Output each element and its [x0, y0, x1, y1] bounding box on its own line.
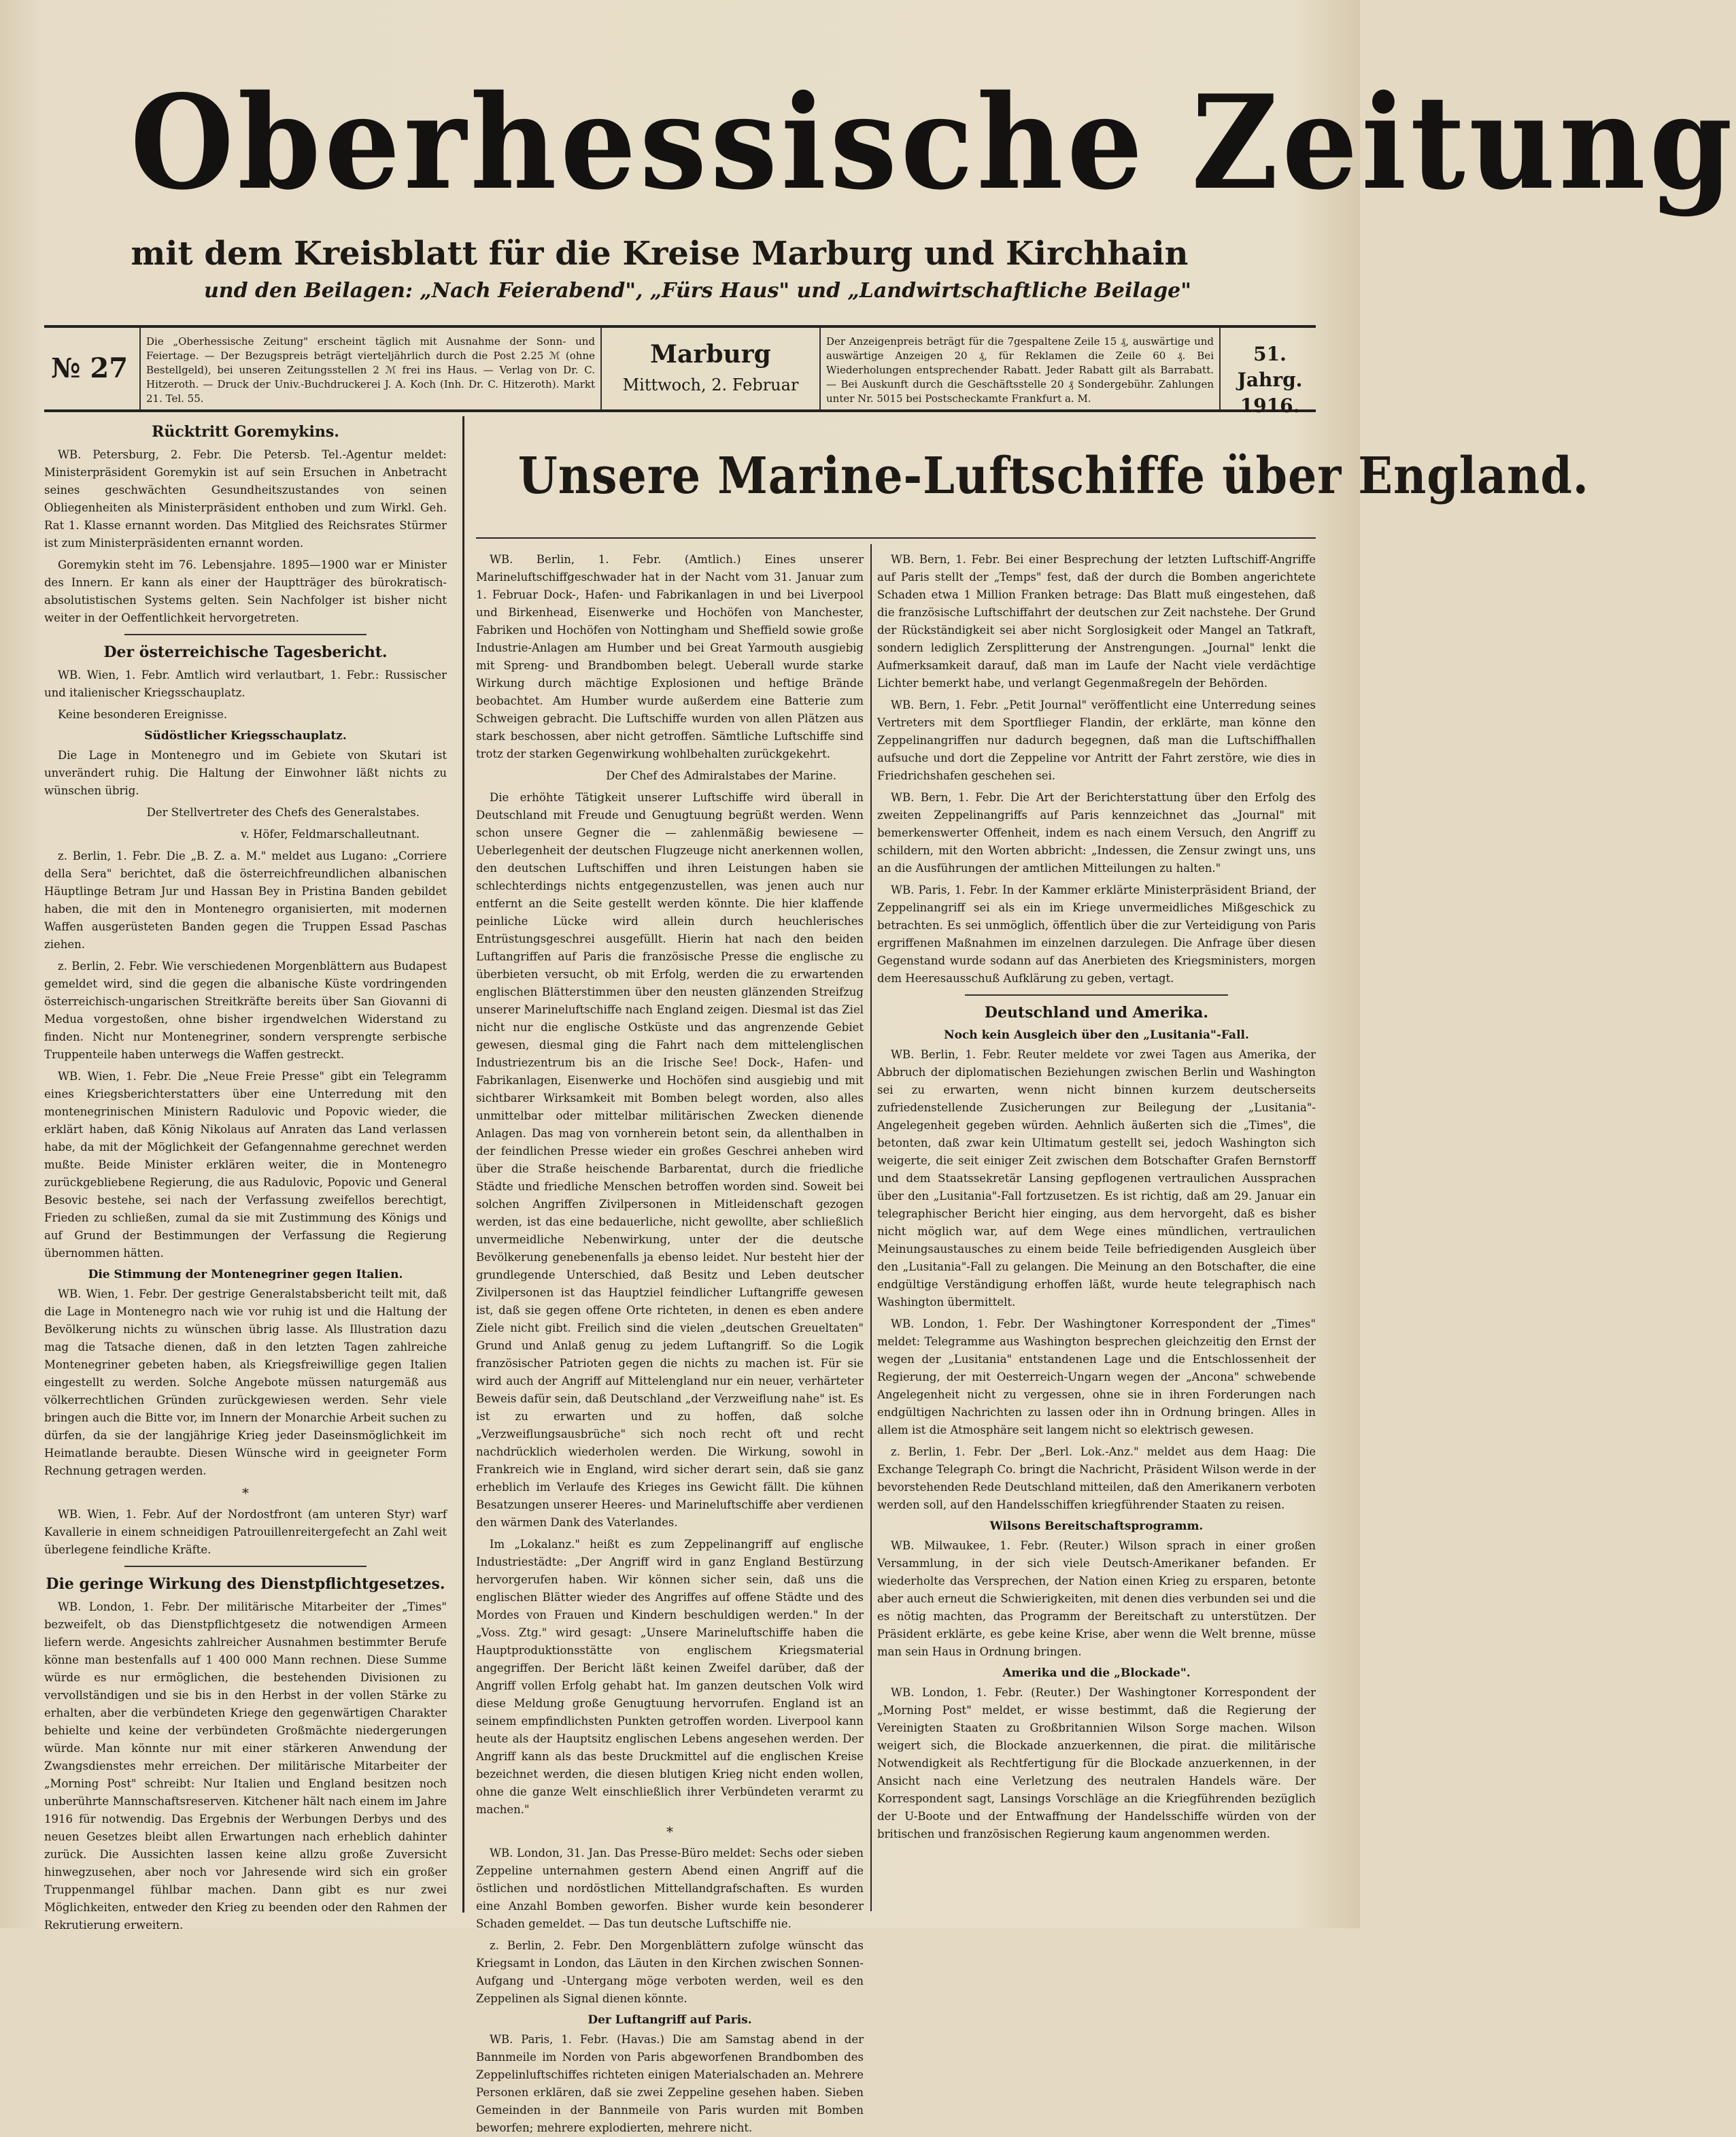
star-divider: *: [242, 1485, 249, 1501]
article-paragraph: WB. Bern, 1. Febr. Bei einer Besprechung der letzten Luftschiff-Angriffe auf Paris stellt der „Temps" fest, daß der durch die Bomben angerichtete Schaden etwa 1 Million Franken betrage: Das Blatt muß eingestehen, daß die französische Luftschiffahrt der deutschen zur Zeit nachstehe. Der Grund der Rückständigkeit sei aber nicht Sorglosigkeit oder Mangel an Tatkraft, sondern lediglich Zersplitterung der Anstrengungen. „Journal" lenkt die Aufmerksamkeit darauf, daß man im Laufe der Nacht viele verdächtige Lichter bemerkt habe, und verlangt Gegenmaßregeln der Behörden.: [877, 553, 1316, 690]
article-paragraph: WB. Wien, 1. Febr. Amtlich wird verlautbart, 1. Febr.: Russischer und italienischer Kriegsschauplatz.: [44, 669, 447, 699]
article-paragraph: WB. London, 1. Febr. Der Washingtoner Korrespondent der „Times" meldet: Telegramme aus Washington besprechen gleichzeitig den Ernst der wegen der „Lusitania" entstandenen Lage und die Entschlossenheit der Regierung, der mit Oesterreich-Ungarn wegen der „Ancona" schwebende Angelegenheit nicht zu vergessen, ohne sie in ihren Forderungen nach endgültigen Nachrichten zu lassen oder ihn in Ordnung bringen. Alles in allem ist die Atmosphäre seit langem nicht so elektrisch gewesen.: [877, 1317, 1316, 1436]
article-paragraph: Die Lage in Montenegro und im Gebiete von Skutari ist unverändert ruhig. Die Haltung der Einwohner läßt nichts zu wünschen übrig.: [44, 749, 447, 797]
column-1: [44, 416, 452, 1932]
article-heading: Deutschland und Amerika.: [984, 1004, 1209, 1022]
column-2: [476, 551, 864, 2134]
article-paragraph: WB. Wien, 1. Febr. Auf der Nordostfront (am unteren Styr) warf Kavallerie in einem schneidigen Patrouillenreitergefecht an Zahl weit überlegene feindliche Kräfte.: [44, 1508, 447, 1556]
info-bar: [44, 325, 1316, 417]
newspaper-supplements: und den Beilagen: „Nach Feierabend", „Fürs Haus" und „Landwirtschaftliche Beilage": [204, 279, 1191, 303]
masthead: [82, 41, 1736, 245]
year: 1916.: [1240, 394, 1300, 417]
dateline-city: Marburg: [650, 340, 771, 369]
article-paragraph: WB. Bern, 1. Febr. Die Art der Berichterstattung über den Erfolg des zweiten Zeppelinangriffs auf Paris kennzeichnet das „Journal" mit bemerkenswerter Offenheit, indem es nach einem Versuch, den Angriff zu schildern, mit den Worten abbricht: „Indessen, die Zensur zwingt uns, uns an die Ausführungen der amtlichen Mitteilungen zu halten.": [877, 791, 1316, 875]
article-paragraph: Goremykin steht im 76. Lebensjahre. 1895—1900 war er Minister des Innern. Er kann als einer der Hauptträger des bürokratisch-absolutistischen Systems gelten. Sein Nachfolger ist bisher nicht weiter in der Oeffentlichkeit hervorgetreten.: [44, 558, 447, 624]
publisher-note: Die „Oberhessische Zeitung" erscheint täglich mit Ausnahme der Sonn- und Feiertage. — Der Bezugspreis beträgt vierteljährlich durch die Post 2.25 ℳ (ohne Bestellgeld), bei unseren Zeitungsstellen 2 ℳ frei ins Haus. — Verlag von Dr. C. Hitzeroth. — Druck der Univ.-Buchdruckerei J. A. Koch (Inh. Dr. C. Hitzeroth). Markt 21. Tel. 55.: [139, 328, 602, 409]
article-paragraph: WB. Berlin, 1. Febr. (Amtlich.) Eines unserer Marineluftschiffgeschwader hat in der Nacht vom 31. Januar zum 1. Februar Dock-, Hafen- und Fabrikanlagen in und bei Liverpool und Birkenhead, Eisenwerke und Hochöfen von Manchester, Fabriken und Hochöfen von Nottingham und Sheffield sowie große Industrie-Anlagen am Humber und bei Great Yarmouth ausgiebig mit Spreng- und Brandbomben belegt. Ueberall wurde starke Wirkung durch mächtige Explosionen und heftige Brände beobachtet. Am Humber wurde außerdem eine Batterie zum Schweigen gebracht. Die Luftschiffe wurden von allen Plätzen aus stark beschossen, aber nicht getroffen. Sämtliche Luftschiffe sind trotz der starken Gegenwirkung wohlbehalten zurückgekehrt.: [476, 553, 864, 760]
article-paragraph: z. Berlin, 2. Febr. Den Morgenblättern zufolge wünscht das Kriegsamt in London, das Läuten in den Kirchen zwischen Sonnen-Aufgang und -Untergang möge verboten werden, weil es den Zeppelinen als Signal dienen könnte.: [476, 1939, 864, 2005]
article-paragraph: Die erhöhte Tätigkeit unserer Luftschiffe wird überall in Deutschland mit Freude und Genugtuung begrüßt werden. Wenn schon unsere Gegner die — zahlenmäßig bewiesene — Ueberlegenheit der deutschen Flugzeuge nicht anerkennen wollen, den deutschen Luftschiffen und ihren Leistungen haben sie schlechterdings nichts entgegenzustellen, was jenen auch nur entfernt an die Seite gestellt werden könnte. Die hier klaffende peinliche Lücke wird allein durch heuchlerisches Entrüstungsgeschrei ausgefüllt. Hierin hat nach den beiden Luftangriffen auf Paris die französische Presse die englische zu überbieten versucht, ob mit Erfolg, werden die zu erwartenden englischen Blätterstimmen über den neusten glänzenden Streifzug unserer Marineluftschiffe nach England zeigen. Diesmal ist das Ziel nicht nur die englische Ostküste und das angrenzende Gebiet gewesen, diesmal ging die Fahrt nach dem mittelenglischen Industriezentrum bis an die Irische See! Dock-, Hafen- und Fabrikanlagen, Eisenwerke und Hochöfen sind ausgiebig und mit sichtbarer Wirksamkeit mit Bomben belegt worden, also alles unmittelbar oder mittelbar militärischen Zwecken dienende Anlagen. Das mag von vornherein betont sein, da allenthalben in der feindlichen Presse wieder ein großes Geschrei anheben wird über die Straße heischende Barbarentat, durch die friedliche Städte und friedliche Menschen betroffen worden sind. Soweit bei solchen Angriffen Zivilpersonen in Mitleidenschaft gezogen werden, ist das eine bedauerliche, nicht gewollte, aber schließlich unvermeidliche Nebenwirkung, unter der die deutsche Bevölkerung genebenenfalls ja ebenso leidet. Nur besteht hier der grundlegende Unterschied, daß Besitz und Leben deutscher Zivilpersonen ist das Hauptziel feindlicher Luftangriffe gewesen ist, daß sie gegen offene Orte richteten, in denen es eben andere Ziele nicht gibt. Freilich sind die vielen „deutschen Greueltaten" Grund und Anlaß genug zu jedem Luftangriff. So die Logik französischer Patrioten gegen die nichts zu machen ist. Für sie wird auch der Angriff auf Mittelengland nur ein neuer, verhärteter Beweis dafür sein, daß Deutschland „der Verzweiflung nahe" ist. Es ist zu erwarten und zu hoffen, daß solche „Verzweiflungsausbrüche" sich noch recht oft und recht nachdrücklich wiederholen werden. Die Wirkung, sowohl in Frankreich wie in England, wird sicher derart sein, daß sie ganz erheblich im Verlaufe des Krieges ins Gewicht fällt. Die kühnen Besatzungen unserer Heeres- und Marineluftschiffe aber verdienen den wärmen Dank des Vaterlandes.: [476, 791, 864, 1529]
article-paragraph: z. Berlin, 1. Febr. Die „B. Z. a. M." meldet aus Lugano: „Corriere della Sera" berichtet, daß die österreichfreundlichen albanischen Häuptlinge Betram Jur und Hassan Bey in Pristina Banden gebildet haben, die mit den in Montenegro organisierten, mit modernen Waffen ausgerüsteten Banden gegen die Truppen Essad Paschas ziehen.: [44, 849, 447, 951]
article-subheading: Amerika und die „Blockade".: [1002, 1666, 1191, 1680]
newspaper-title: Oberhessische Zeitung: [130, 67, 1736, 218]
newspaper-subtitle: mit dem Kreisblatt für die Kreise Marburg und Kirchhain: [131, 235, 1189, 273]
signature: Der Chef des Admiralstabes der Marine.: [606, 769, 836, 782]
article-paragraph: WB. Paris, 1. Febr. In der Kammer erklärte Ministerpräsident Briand, der Zeppelinangriff sei als ein im Kriege unvermeidliches Mißgeschick zu betrachten. Es sei unmöglich, öffentlich über die zur Verteidigung von Paris ergriffenen Maßnahmen im einzelnen darzulegen. Die Anfrage über diesen Gegenstand wurde sodann auf das Anerbieten des Kriegsministers, morgen dem Heeresausschuß Aufklärung zu geben, vertagt.: [877, 884, 1316, 985]
article-paragraph: Im „Lokalanz." heißt es zum Zeppelinangriff auf englische Industriestädte: „Der Angriff wird in ganz England Bestürzung hervorgerufen haben. Wir können sicher sein, daß uns die englischen Blätter wieder des Angriffes auf offene Städte und des Mordes von Frauen und Kindern beschuldigen werden." In der „Voss. Ztg." wird gesagt: „Unsere Marineluftschiffe haben die Hauptproduktionsstätte von englischem Kriegsmaterial angegriffen. Der Bericht läßt keinen Zweifel darüber, daß der Angriff vollen Erfolg gehabt hat. Im ganzen deutschen Volk wird diese Meldung große Genugtuung hervorrufen. England ist an seinem empfindlichsten Punkten getroffen worden. Liverpool kann heute als der Hauptsitz englischen Lebens angesehen werden. Der Angriff kann als das beste Druckmittel auf die englischen Kreise bezeichnet werden, die diesen blutigen Krieg nicht enden wollen, ohne die ganze Welt einschließlich ihrer Verbündeten verarmt zu machen.": [476, 1538, 864, 1816]
article-subheading: Noch kein Ausgleich über den „Lusitania"-Fall.: [944, 1028, 1249, 1042]
article-paragraph: z. Berlin, 1. Febr. Der „Berl. Lok.-Anz." meldet aus dem Haag: Die Exchange Telegraph Co. bringt die Nachricht, Präsident Wilson werde in der bevorstehenden Rede Deutschland mitteilen, daß den Amerikanern verboten werden soll, auf den Handelsschiffen kriegführender Staaten zu reisen.: [877, 1445, 1316, 1511]
column-rule: [870, 544, 872, 1911]
article-paragraph: WB. Milwaukee, 1. Febr. (Reuter.) Wilson sprach in einer großen Versammlung, in der sich viele Deutsch-Amerikaner befanden. Er wiederholte das Versprechen, der Nation einen Krieg zu ersparen, betonte aber auch erneut die Schwierigkeiten, mit denen dies verbunden sei und die es nötig machten, das Programm der Bereitschaft zu unterstützen. Der Präsident erklärte, es gebe keine Krise, aber wenn die Welt brenne, müsse man sein Haus in Ordnung bringen.: [877, 1539, 1316, 1658]
article-paragraph: WB. London, 1. Febr. Der militärische Mitarbeiter der „Times" bezweifelt, ob das Dienstpflichtgesetz die notwendigen Armeen liefern werde. Angesichts zahlreicher Ausnahmen bestimmter Berufe könne man bestenfalls auf 1 400 000 Mann rechnen. Diese Summe würde es nur ermöglichen, die bestehenden Divisionen zu vervollständigen und sie bis in den Herbst in der vollen Stärke zu erhalten, aber die verbündeten Kriege den gegenwärtigen Charakter behielte und keine der verbündeten Großmächte niedergerungen würde. Man könnte nur mit einer stärkeren Anwendung der Zwangsdienstes mehr erreichen. Der militärische Mitarbeiter der „Morning Post" schreibt: Nur Italien und England besitzen noch unberührte Mannschaftsreserven. Kitchener hält nach einem im Jahre 1916 für notwendig. Das Ergebnis der Werbungen Derbys und des neuen Gesetzes bleibt allen Erwartungen nach erheblich dahinter zurück. Die Aussichten lassen keine allzu große Zuversicht hinwegzusehen, aber noch vor Jahresende wird sich ein großer Truppenmangel fühlbar machen. Dann gibt es nur zwei Möglichkeiten, entweder den Krieg zu beenden oder den Rahmen der Rekrutierung erweitern.: [44, 1600, 447, 1932]
dateline: [602, 328, 819, 409]
headline-rule: [476, 537, 1316, 539]
article-heading: Die geringe Wirkung des Dienstpflichtgesetzes.: [46, 1575, 445, 1593]
article-paragraph: z. Berlin, 2. Febr. Wie verschiedenen Morgenblättern aus Budapest gemeldet wird, sind die gegen die albanische Küste vordringenden österreichisch-ungarischen Streitkräfte bereits über San Giovanni di Medua vorgestoßen, ohne bisher irgendwelchen Widerstand zu finden. Nicht nur Montenegriner, sondern versprengte serbische Truppenteile haben unterwegs die Waffen gestreckt.: [44, 960, 447, 1061]
article-subheading: Wilsons Bereitschaftsprogramm.: [989, 1519, 1204, 1533]
signature: Der Stellvertreter des Chefs des Generalstabes.: [146, 806, 420, 819]
article-subheading: Die Stimmung der Montenegriner gegen Italien.: [88, 1268, 403, 1281]
article-heading: Der österreichische Tagesbericht.: [103, 643, 388, 661]
article-paragraph: WB. Bern, 1. Febr. „Petit Journal" veröffentlicht eine Unterredung seines Vertreters mit dem Sportflieger Flandin, der erklärte, man könne den Zeppelinangriffen nur dadurch begegnen, daß man die Luftschiffhallen aufsuche und dort die Zeppeline vor Antritt der Fahrt zerstöre, wie dies in Friedrichshafen geschehen sei.: [877, 699, 1316, 782]
article-paragraph: WB. London, 1. Febr. (Reuter.) Der Washingtoner Korrespondent der „Morning Post" meldet, er wisse bestimmt, daß die Regierung der Vereinigten Staaten zu Großbritannien Wilson Sorge machen. Wilson weigert sich, die Blockade anzuerkennen, die pirat. die militärische Notwendigkeit als Rechtfertigung für die Blockade anzuerkennen, in der Ansicht nach eine Verletzung des neutralen Handels wäre. Der Korrespondent sagt, Lansings Vorschläge an die Kriegführenden bezüglich der U-Boote und der Entwaffnung der Handelsschiffe würden von der britischen und französischen Regierung kaum angenommen werden.: [877, 1686, 1316, 1840]
signature: v. Höfer, Feldmarschalleutnant.: [241, 828, 420, 841]
volume-year: [1224, 328, 1316, 417]
volume: 51. Jahrg.: [1237, 343, 1303, 391]
main-headline: Unsere Marine-Luftschiffe über England.: [517, 447, 1589, 505]
separator: [124, 1566, 366, 1567]
column-rule: [462, 416, 464, 1913]
article-paragraph: WB. Paris, 1. Febr. (Havas.) Die am Samstag abend in der Bannmeile im Norden von Paris abgeworfenen Brandbomben des Zeppelinluftschiffes richteten einigen Materialschaden an. Mehrere Personen erklären, daß sie zwei Zeppeline gesehen haben. Sieben Gemeinden in der Bannmeile von Paris wurden mit Bomben beworfen; mehrere explodierten, mehrere nicht.: [476, 2033, 864, 2134]
dateline-date: Mittwoch, 2. Februar: [622, 375, 799, 394]
article-paragraph: WB. Wien, 1. Febr. Der gestrige Generalstabsbericht teilt mit, daß die Lage in Montenegro nach wie vor ruhig ist und die Haltung der Bevölkerung nichts zu wünschen übrig lasse. Als Illustration dazu mag die Tatsache dienen, daß in den letzten Tagen zahlreiche Montenegriner gebeten haben, als Kriegsfreiwillige gegen Italien eingestellt zu werden. Solche Angebote müssen naturgemäß aus völkerrechtlichen Gründen zurückgewiesen werden. Sehr viele bringen auch die Bitte vor, im Innern der Monarchie Arbeit suchen zu dürfen, da sie der langjährige Krieg jeder Daseinsmöglichkeit im Heimatlande beraubte. Diesen Wünsche wird in geeigneter Form Rechnung getragen werden.: [44, 1288, 447, 1477]
article-paragraph: WB. Berlin, 1. Febr. Reuter meldete vor zwei Tagen aus Amerika, der Abbruch der diplomatischen Beziehungen zwischen Berlin und Washington sei zu erwarten, wenn nicht binnen kurzem deutscherseits zufriedenstellende Zusicherungen zur Beilegung der „Lusitania"-Angelegenheit gegeben würden. Aehnlich äußerten sich die „Times", die betonten, daß zwar kein Ultimatum gestellt sei, jedoch Washington sich weigerte, die seit einiger Zeit zwischen dem Botschafter Grafen Bernstorff und dem Staatssekretär Lansing gepflogenen vertraulichen Aussprachen über den „Lusitania"-Fall fortzusetzen. Es ist richtig, daß am 29. Januar ein telegraphischer Bericht hier einging, aus dem hervorgeht, daß es bisher nicht möglich war, auf dem Wege eines mündlichen, vertraulichen Meinungsaustausches zu einem beide Teile befriedigenden Ausgleich über den „Lusitania"-Fall zu gelangen. Die Meinung an den Botschafter, die eine endgültige Verständigung erhoffen läßt, wurde heute telegraphisch nach Washington übermittelt.: [877, 1048, 1316, 1309]
article-paragraph: Keine besonderen Ereignisse.: [58, 708, 228, 721]
issue-number: № 27: [51, 352, 129, 384]
article-subheading: Südöstlicher Kriegsschauplatz.: [144, 729, 347, 743]
column-3: [877, 551, 1316, 2006]
article-subheading: Der Luftangriff auf Paris.: [588, 2013, 752, 2027]
separator: [965, 994, 1228, 996]
article-paragraph: WB. Wien, 1. Febr. Die „Neue Freie Presse" gibt ein Telegramm eines Kriegsberichterstatters über eine Unterredung mit den montenegrinischen Ministern Radulovic und Popovic wieder, die erklärt haben, daß König Nikolaus auf Anraten das Land verlassen habe, da mit der Möglichkeit der Gefangennahme gerechnet werden mußte. Beide Minister erklären weiter, die in Montenegro zurückgebliebene Regierung, die aus Radulovic, Popovic und General Besovic bestehe, sei nach der Verfassung zweifellos berechtigt, Frieden zu schließen, zumal da sie mit Zustimmung des Königs und auf Grund der Bestimmungen der Verfassung die Regierung übernommen hätten.: [44, 1070, 447, 1260]
article-paragraph: WB. London, 31. Jan. Das Presse-Büro meldet: Sechs oder sieben Zeppeline unternahmen gestern Abend einen Angriff auf die östlichen und nordöstlichen Mittellandgrafschaften. Es wurden eine Anzahl Bomben geworfen. Bisher wurde kein besonderer Schaden gemeldet. — Das tun deutsche Luftschiffe nie.: [476, 1847, 864, 1930]
separator: [124, 634, 366, 635]
star-divider: *: [666, 1823, 673, 1840]
article-paragraph: WB. Petersburg, 2. Febr. Die Petersb. Tel.-Agentur meldet: Ministerpräsident Goremykin ist auf sein Ersuchen in Anbetracht seines geschwächten Gesundheitszustandes von seinen Obliegenheiten als Ministerpräsident enthoben und zum Wirkl. Geh. Rat 1. Klasse ernannt worden. Das Mitglied des Reichsrates Stürmer ist zum Ministerpräsidenten ernannt worden.: [44, 448, 447, 550]
advertising-note: Der Anzeigenpreis beträgt für die 7gespaltene Zeile 15 ₰, auswärtige und auswärtige Anzeigen 20 ₰, für Reklamen die Zeile 60 ₰. Bei Wiederholungen entsprechender Rabatt. Jeder Rabatt gilt als Barrabatt. — Bei Auskunft durch die Geschäftsstelle 20 ₰ Sondergebühr. Zahlungen unter Nr. 5015 bei Postscheckamte Frankfurt a. M.: [819, 328, 1221, 409]
article-heading: Rücktritt Goremykins.: [152, 423, 339, 441]
